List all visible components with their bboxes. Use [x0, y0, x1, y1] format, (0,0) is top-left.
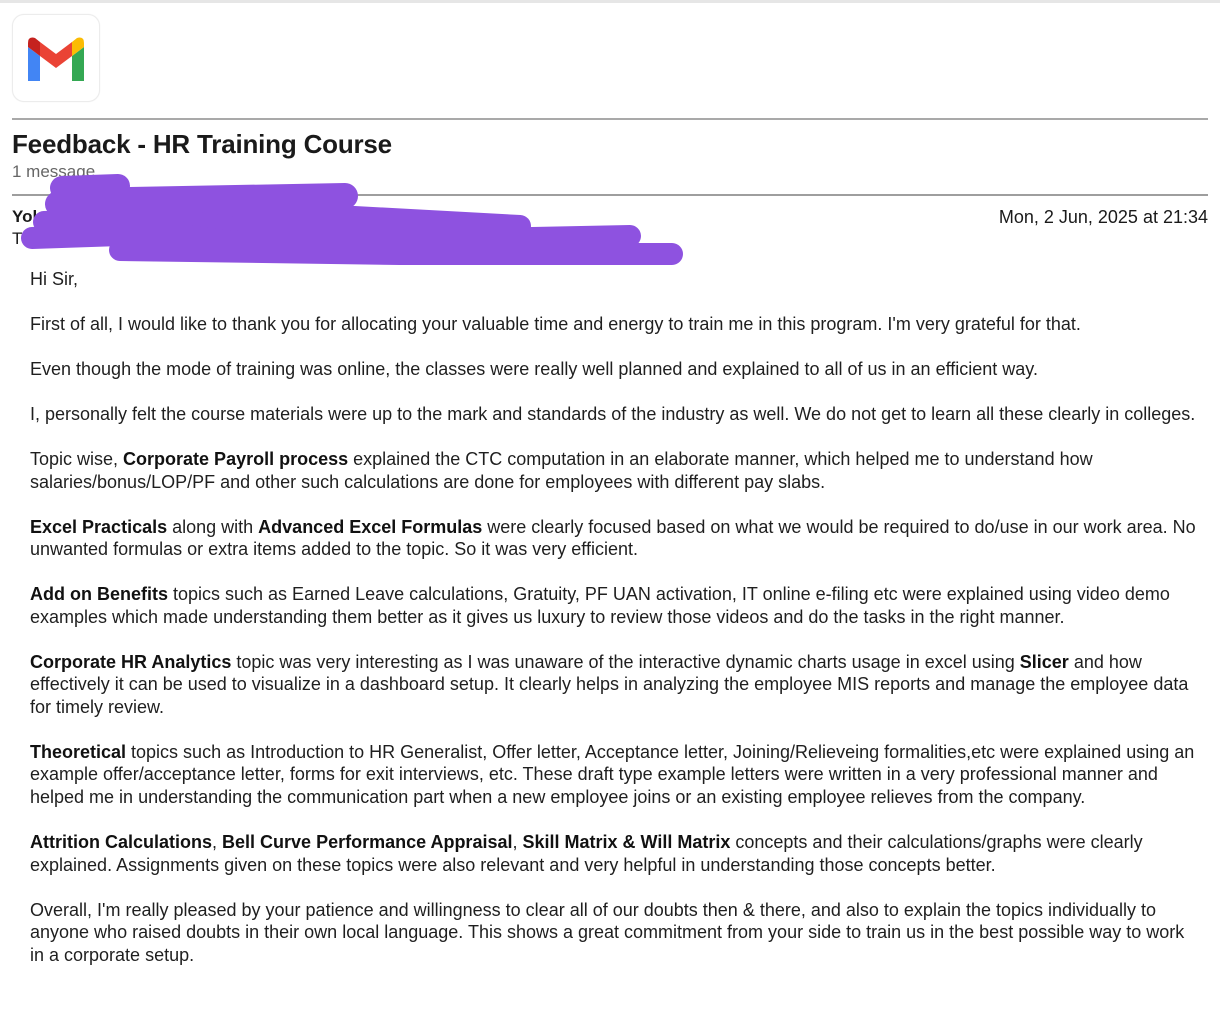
- text-span: ,: [212, 832, 223, 853]
- email-body: [30, 268, 1198, 989]
- body-paragraph-1: First of all, I would like to thank you for allocating your valuable time and energy to train me in this program. I'm very grateful for that.: [30, 313, 1081, 334]
- body-paragraph-9: [30, 831, 1198, 876]
- recipient-line: T: [12, 229, 23, 248]
- bold-topic: Bell Curve Performance Appraisal: [222, 832, 513, 853]
- body-paragraph-7: [30, 651, 1198, 719]
- body-paragraph-5: [30, 516, 1198, 561]
- bold-topic: Skill Matrix & Will Matrix: [522, 832, 731, 853]
- text-span: topics such as Introduction to HR Generalist, Offer letter, Acceptance letter, Joining/Relieveing formalities,etc were explained using an example offer/acceptance letter, forms for exit interviews, etc. These draft type example letters were written in a very professional manner and helped me in understanding the communication part when a new employee joins or an existing employee relieves from the company.: [30, 741, 1195, 808]
- email-subject: Feedback - HR Training Course: [12, 129, 392, 159]
- body-paragraph-3: I, personally felt the course materials were up to the mark and standards of the industry as well. We do not get to learn all these clearly in colleges.: [30, 403, 1196, 424]
- bold-topic: Excel Practicals: [30, 516, 168, 537]
- redaction-scribble: [0, 170, 720, 280]
- sender-name[interactable]: Yok: [12, 207, 42, 226]
- text-span: explained the CTC computation in an elaborate manner, which helped me to understand how salaries/bonus/LOP/PF and other such calculations are done for employees with different pay slabs.: [30, 448, 1093, 492]
- thread-divider: [12, 194, 1208, 196]
- text-span: topic was very interesting as I was unaware of the interactive dynamic charts usage in excel using: [231, 651, 1020, 672]
- bold-topic: Theoretical: [30, 741, 127, 762]
- bold-topic: Attrition Calculations: [30, 832, 213, 853]
- text-span: concepts and their calculations/graphs were clearly explained. Assignments given on these topics were also relevant and very helpful in understanding those concepts better.: [30, 832, 1143, 875]
- body-paragraph-4: [30, 448, 1198, 493]
- bold-topic: Add on Benefits: [30, 584, 168, 605]
- header-divider: [12, 118, 1208, 120]
- gmail-logo: [12, 14, 100, 102]
- text-span: ,: [512, 832, 523, 853]
- gmail-logo-icon: [24, 35, 88, 83]
- body-paragraph-8: [30, 741, 1198, 809]
- body-paragraph-10: Overall, I'm really pleased by your patience and willingness to clear all of our doubts then & there, and also to explain the topics individually to anyone who raised doubts in their own local language. This shows a great commitment from your side to train us in the best possible way to work in a corporate setup.: [30, 899, 1185, 965]
- bold-topic: Corporate Payroll process: [123, 448, 349, 469]
- text-span: topics such as Earned Leave calculations, Gratuity, PF UAN activation, IT online e-filing etc were explained using video demo examples which made understanding them better as it gives us luxury to review those videos and do the tasks in the right manner.: [30, 584, 1170, 627]
- message-count: 1 message: [12, 162, 96, 181]
- text-span: and how effectively it can be used to visualize in a dashboard setup. It clearly helps in analyzing the employee MIS reports and manage the employee data for timely review.: [30, 651, 1189, 717]
- bold-topic: Advanced Excel Formulas: [258, 516, 483, 537]
- body-paragraph-2: Even though the mode of training was online, the classes were really well planned and explained to all of us in an efficient way.: [30, 358, 1038, 379]
- body-paragraph-6: [30, 583, 1198, 628]
- greeting: Hi Sir,: [30, 269, 79, 289]
- text-span: along with: [167, 516, 259, 537]
- text-span: Topic wise,: [30, 448, 124, 469]
- text-span: were clearly focused based on what we would be required to do/use in our work area. No unwanted formulas or extra items added to the topic. So it was very efficient.: [30, 516, 1196, 560]
- bold-topic: Corporate HR Analytics: [30, 651, 232, 672]
- top-divider: [0, 0, 1220, 3]
- bold-topic: Slicer: [1019, 651, 1069, 672]
- email-date: Mon, 2 Jun, 2025 at 21:34: [998, 207, 1208, 227]
